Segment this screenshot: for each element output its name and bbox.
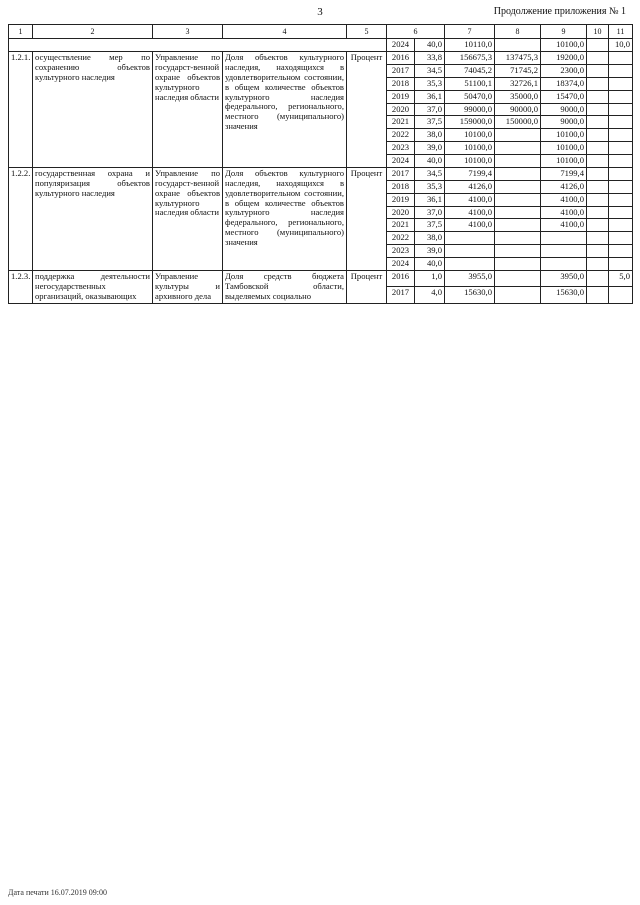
- amount-cell: [541, 245, 587, 258]
- amount-cell: [587, 270, 609, 286]
- value-cell: 37,0: [415, 206, 445, 219]
- amount-cell: 3955,0: [445, 270, 495, 286]
- amount-cell: [587, 64, 609, 77]
- amount-cell: [609, 116, 633, 129]
- unit: Процент: [347, 270, 387, 303]
- year-cell: 2024: [387, 39, 415, 52]
- amount-cell: [587, 103, 609, 116]
- year-cell: 2021: [387, 219, 415, 232]
- amount-cell: [587, 167, 609, 180]
- measure-name: поддержка деятельности негосударственных организаций, оказывающих: [33, 270, 153, 303]
- amount-cell: 4100,0: [445, 206, 495, 219]
- col-header: 2: [33, 25, 153, 39]
- year-cell: 2024: [387, 155, 415, 168]
- amount-cell: 15470,0: [541, 90, 587, 103]
- amount-cell: 156675,3: [445, 52, 495, 65]
- amount-cell: 10,0: [609, 39, 633, 52]
- amount-cell: 10100,0: [445, 129, 495, 142]
- indicator: Доля объектов культурного наследия, находящихся в удовлетворительном состоянии, в общем количестве объектов культурного наследия федерального, регионального, местного (муниципального) значения: [223, 167, 347, 270]
- value-cell: 35,3: [415, 180, 445, 193]
- amount-cell: [609, 219, 633, 232]
- amount-cell: [587, 206, 609, 219]
- col-header: 10: [587, 25, 609, 39]
- amount-cell: [541, 258, 587, 271]
- amount-cell: 5,0: [609, 270, 633, 286]
- executor: Управление культуры и архивного дела: [153, 270, 223, 303]
- value-cell: 36,1: [415, 193, 445, 206]
- col-header: 7: [445, 25, 495, 39]
- amount-cell: 4100,0: [445, 193, 495, 206]
- amount-cell: [495, 270, 541, 286]
- value-cell: 33,8: [415, 52, 445, 65]
- amount-cell: [609, 206, 633, 219]
- amount-cell: [609, 52, 633, 65]
- amount-cell: [495, 39, 541, 52]
- item-number: 1.2.1.: [9, 52, 33, 168]
- amount-cell: 10100,0: [541, 142, 587, 155]
- amount-cell: [495, 232, 541, 245]
- indicator: Доля объектов культурного наследия, находящихся в удовлетворительном состоянии, в общем количестве объектов культурного наследия федерального, регионального, местного (муниципального) значения: [223, 52, 347, 168]
- amount-cell: [445, 258, 495, 271]
- measure-name: осуществление мер по сохранению объектов культурного наследия: [33, 52, 153, 168]
- amount-cell: [495, 193, 541, 206]
- amount-cell: 137475,3: [495, 52, 541, 65]
- year-cell: 2018: [387, 180, 415, 193]
- amount-cell: 3950,0: [541, 270, 587, 286]
- amount-cell: 4100,0: [541, 219, 587, 232]
- year-cell: 2017: [387, 287, 415, 303]
- empty-cell: [9, 39, 387, 52]
- unit: Процент: [347, 167, 387, 270]
- value-cell: 34,5: [415, 167, 445, 180]
- amount-cell: [609, 193, 633, 206]
- page-number: 3: [317, 6, 323, 18]
- amount-cell: [587, 232, 609, 245]
- value-cell: 35,3: [415, 77, 445, 90]
- amount-cell: 2300,0: [541, 64, 587, 77]
- executor: Управление по государст-венной охране объектов культурного наследия области: [153, 167, 223, 270]
- indicator: Доля средств бюджета Тамбовской области, выделяемых социально: [223, 270, 347, 303]
- amount-cell: [587, 52, 609, 65]
- value-cell: 40,0: [415, 258, 445, 271]
- amount-cell: 19200,0: [541, 52, 587, 65]
- year-cell: 2018: [387, 77, 415, 90]
- value-cell: 37,5: [415, 219, 445, 232]
- amount-cell: 51100,1: [445, 77, 495, 90]
- amount-cell: 50470,0: [445, 90, 495, 103]
- executor: Управление по государст-венной охране объектов культурного наследия области: [153, 52, 223, 168]
- value-cell: 36,1: [415, 90, 445, 103]
- amount-cell: 10110,0: [445, 39, 495, 52]
- value-cell: 40,0: [415, 39, 445, 52]
- col-header: 4: [223, 25, 347, 39]
- col-header: 1: [9, 25, 33, 39]
- measure-name: государственная охрана и популяризация объектов культурного наследия: [33, 167, 153, 270]
- value-cell: 34,5: [415, 64, 445, 77]
- table-row: [9, 52, 633, 65]
- col-header: 9: [541, 25, 587, 39]
- amount-cell: 10100,0: [445, 155, 495, 168]
- amount-cell: [587, 193, 609, 206]
- year-cell: 2021: [387, 116, 415, 129]
- amount-cell: [587, 245, 609, 258]
- amount-cell: [609, 129, 633, 142]
- amount-cell: [587, 155, 609, 168]
- amount-cell: 4100,0: [541, 206, 587, 219]
- amount-cell: [495, 167, 541, 180]
- amount-cell: [495, 180, 541, 193]
- amount-cell: 4100,0: [445, 219, 495, 232]
- value-cell: 37,0: [415, 103, 445, 116]
- continuation-label: Продолжение приложения № 1: [493, 6, 626, 17]
- amount-cell: [609, 103, 633, 116]
- amount-cell: 35000,0: [495, 90, 541, 103]
- amount-cell: [587, 258, 609, 271]
- year-cell: 2023: [387, 142, 415, 155]
- year-cell: 2017: [387, 64, 415, 77]
- amount-cell: [587, 39, 609, 52]
- col-header: 5: [347, 25, 387, 39]
- table-body: [9, 39, 633, 303]
- value-cell: 40,0: [415, 155, 445, 168]
- amount-cell: [587, 116, 609, 129]
- amount-cell: [609, 142, 633, 155]
- amount-cell: [587, 180, 609, 193]
- amount-cell: [541, 232, 587, 245]
- amount-cell: 15630,0: [541, 287, 587, 303]
- col-header: 11: [609, 25, 633, 39]
- year-cell: 2019: [387, 193, 415, 206]
- amount-cell: [495, 245, 541, 258]
- value-cell: 39,0: [415, 245, 445, 258]
- year-cell: 2020: [387, 103, 415, 116]
- year-cell: 2016: [387, 52, 415, 65]
- amount-cell: 4126,0: [445, 180, 495, 193]
- table-row: [9, 270, 633, 286]
- amount-cell: [609, 232, 633, 245]
- amount-cell: [445, 232, 495, 245]
- unit: Процент: [347, 52, 387, 168]
- amount-cell: [587, 90, 609, 103]
- amount-cell: 4100,0: [541, 193, 587, 206]
- amount-cell: [587, 129, 609, 142]
- value-cell: 38,0: [415, 129, 445, 142]
- amount-cell: 74045,2: [445, 64, 495, 77]
- year-cell: 2022: [387, 129, 415, 142]
- print-date-footer: Дата печати 16.07.2019 09:00: [8, 888, 107, 897]
- amount-cell: [609, 90, 633, 103]
- amount-cell: 9000,0: [541, 103, 587, 116]
- year-cell: 2016: [387, 270, 415, 286]
- item-number: 1.2.2.: [9, 167, 33, 270]
- amount-cell: 15630,0: [445, 287, 495, 303]
- amount-cell: [609, 77, 633, 90]
- amount-cell: 4126,0: [541, 180, 587, 193]
- year-cell: 2019: [387, 90, 415, 103]
- amount-cell: [609, 155, 633, 168]
- amount-cell: [587, 219, 609, 232]
- amount-cell: [587, 142, 609, 155]
- amount-cell: [495, 206, 541, 219]
- amount-cell: 99000,0: [445, 103, 495, 116]
- amount-cell: [495, 129, 541, 142]
- amount-cell: 18374,0: [541, 77, 587, 90]
- value-cell: 39,0: [415, 142, 445, 155]
- amount-cell: 90000,0: [495, 103, 541, 116]
- value-cell: 4,0: [415, 287, 445, 303]
- amount-cell: [495, 258, 541, 271]
- amount-cell: [495, 142, 541, 155]
- amount-cell: 7199,4: [445, 167, 495, 180]
- amount-cell: [609, 64, 633, 77]
- year-cell: 2022: [387, 232, 415, 245]
- value-cell: 1,0: [415, 270, 445, 286]
- amount-cell: 10100,0: [541, 155, 587, 168]
- amount-cell: 7199,4: [541, 167, 587, 180]
- table-row: [9, 39, 633, 52]
- amount-cell: 10100,0: [541, 39, 587, 52]
- table-row: [9, 167, 633, 180]
- amount-cell: [445, 245, 495, 258]
- col-header: 8: [495, 25, 541, 39]
- appendix-table: [8, 24, 633, 304]
- amount-cell: [609, 180, 633, 193]
- col-header: 3: [153, 25, 223, 39]
- amount-cell: 71745,2: [495, 64, 541, 77]
- value-cell: 37,5: [415, 116, 445, 129]
- amount-cell: 159000,0: [445, 116, 495, 129]
- amount-cell: 10100,0: [445, 142, 495, 155]
- amount-cell: [495, 219, 541, 232]
- year-cell: 2020: [387, 206, 415, 219]
- column-number-row: [9, 25, 633, 39]
- col-header: 6: [387, 25, 445, 39]
- amount-cell: [587, 287, 609, 303]
- item-number: 1.2.3.: [9, 270, 33, 303]
- amount-cell: 32726,1: [495, 77, 541, 90]
- amount-cell: [495, 287, 541, 303]
- amount-cell: [609, 245, 633, 258]
- amount-cell: [587, 77, 609, 90]
- value-cell: 38,0: [415, 232, 445, 245]
- amount-cell: [609, 287, 633, 303]
- amount-cell: 9000,0: [541, 116, 587, 129]
- year-cell: 2023: [387, 245, 415, 258]
- year-cell: 2024: [387, 258, 415, 271]
- amount-cell: [495, 155, 541, 168]
- amount-cell: 10100,0: [541, 129, 587, 142]
- amount-cell: [609, 258, 633, 271]
- amount-cell: [609, 167, 633, 180]
- amount-cell: 150000,0: [495, 116, 541, 129]
- year-cell: 2017: [387, 167, 415, 180]
